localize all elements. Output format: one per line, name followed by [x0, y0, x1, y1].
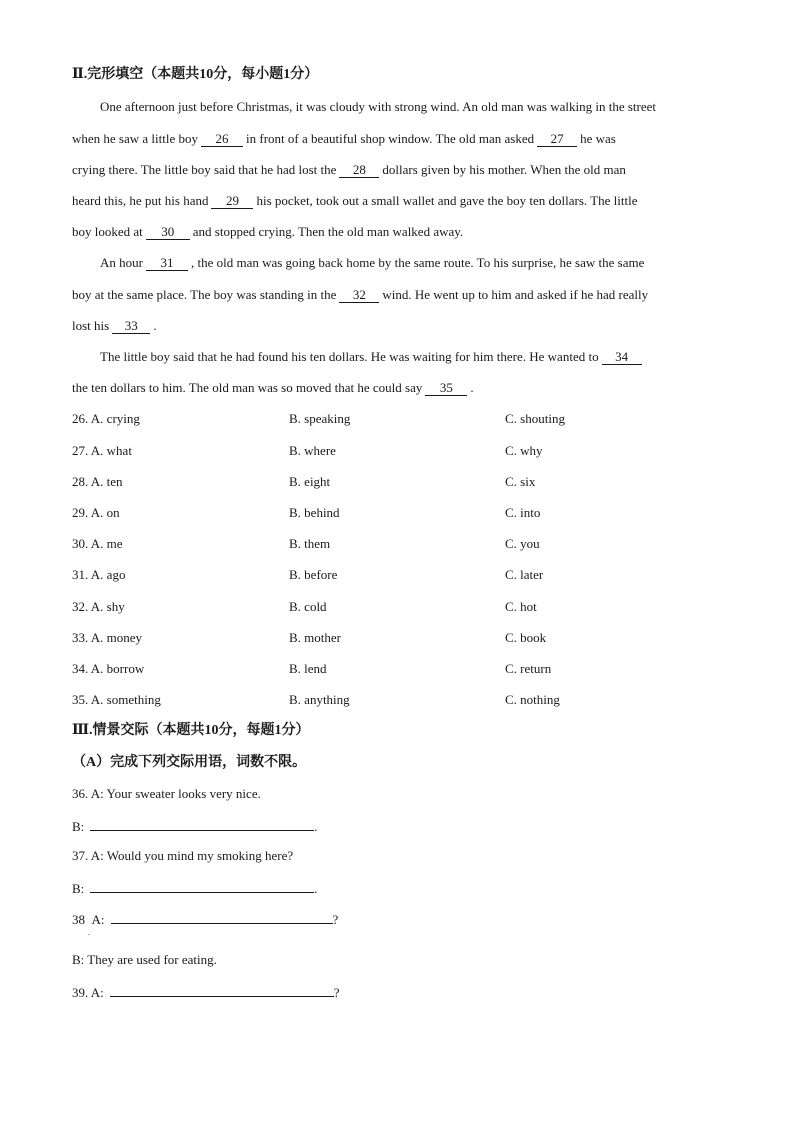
option-a[interactable]: 33. A. money: [72, 630, 143, 645]
question-38-field[interactable]: [111, 909, 333, 924]
option-a[interactable]: 26. A. crying: [72, 411, 140, 426]
option-a[interactable]: 34. A. borrow: [72, 661, 145, 676]
option-b[interactable]: B. lend: [289, 661, 327, 676]
option-b[interactable]: B. behind: [289, 505, 340, 520]
blank-30[interactable]: 30: [146, 225, 190, 240]
question-36: 36. A: Your sweater looks very nice.: [72, 786, 261, 801]
passage-line: lost his 33 .: [72, 318, 157, 333]
option-c[interactable]: C. later: [505, 567, 544, 582]
blank-34[interactable]: 34: [602, 350, 642, 365]
option-a[interactable]: 30. A. me: [72, 536, 123, 551]
option-b[interactable]: B. mother: [289, 630, 341, 645]
question-38-row: 38 A: ?: [72, 909, 338, 929]
blank-29[interactable]: 29: [211, 194, 253, 209]
stray-dot: .: [88, 928, 90, 937]
option-b[interactable]: B. them: [289, 536, 331, 551]
answer-36-field[interactable]: [90, 816, 314, 831]
passage-line: boy at the same place. The boy was standing in the 32 wind. He went up to him and asked if he had really: [72, 287, 649, 302]
answer-38: B: They are used for eating.: [72, 952, 217, 967]
passage-line: the ten dollars to him. The old man was so moved that he could say 35 .: [72, 380, 474, 395]
option-a[interactable]: 32. A. shy: [72, 599, 125, 614]
passage-line: An hour 31 , the old man was going back home by the same route. To his surprise, he saw the same: [100, 255, 645, 270]
option-b[interactable]: B. eight: [289, 474, 331, 489]
option-b[interactable]: B. anything: [289, 692, 350, 707]
option-c[interactable]: C. why: [505, 443, 543, 458]
option-c[interactable]: C. return: [505, 661, 552, 676]
passage-line: crying there. The little boy said that he had lost the 28 dollars given by his mother. When the old man: [72, 162, 626, 177]
blank-26[interactable]: 26: [201, 132, 243, 147]
question-39-row: 39. A: ?: [72, 982, 340, 1002]
option-c[interactable]: C. nothing: [505, 692, 560, 707]
option-a[interactable]: 29. A. on: [72, 505, 120, 520]
section2-heading: Ⅱ.完形填空（本题共10分，每小题1分）: [72, 67, 319, 82]
option-c[interactable]: C. hot: [505, 599, 537, 614]
option-c[interactable]: C. shouting: [505, 411, 565, 426]
option-b[interactable]: B. cold: [289, 599, 327, 614]
passage-line: The little boy said that he had found his ten dollars. He was waiting for him there. He wanted to 34: [100, 348, 645, 366]
answer-36-row: B: .: [72, 816, 318, 836]
option-b[interactable]: B. speaking: [289, 411, 351, 426]
option-c[interactable]: C. into: [505, 505, 541, 520]
section3-heading: Ⅲ.情景交际（本题共10分，每题1分）: [72, 723, 310, 738]
blank-32[interactable]: 32: [339, 288, 379, 303]
answer-37-row: B: .: [72, 878, 318, 898]
option-c[interactable]: C. you: [505, 536, 540, 551]
option-c[interactable]: C. book: [505, 630, 547, 645]
option-a[interactable]: 27. A. what: [72, 443, 132, 458]
blank-33[interactable]: 33: [112, 319, 150, 334]
passage-line: boy looked at 30 and stopped crying. Then the old man walked away.: [72, 224, 464, 239]
passage-line: heard this, he put his hand 29 his pocket, took out a small wallet and gave the boy ten dollars. The little: [72, 193, 638, 208]
blank-28[interactable]: 28: [339, 163, 379, 178]
answer-37-field[interactable]: [90, 878, 314, 893]
option-a[interactable]: 35. A. something: [72, 692, 161, 707]
question-37: 37. A: Would you mind my smoking here?: [72, 848, 294, 863]
section3-subheading: （A）完成下列交际用语，词数不限。: [72, 755, 307, 770]
option-a[interactable]: 31. A. ago: [72, 567, 126, 582]
option-a[interactable]: 28. A. ten: [72, 474, 123, 489]
passage-line: One afternoon just before Christmas, it was cloudy with strong wind. An old man was walking in the street: [100, 99, 657, 114]
blank-31[interactable]: 31: [146, 256, 188, 271]
passage-line: when he saw a little boy 26 in front of a beautiful shop window. The old man asked 27 he was: [72, 131, 616, 146]
option-c[interactable]: C. six: [505, 474, 536, 489]
blank-27[interactable]: 27: [537, 132, 577, 147]
question-39-field[interactable]: [110, 982, 334, 997]
option-b[interactable]: B. where: [289, 443, 336, 458]
option-b[interactable]: B. before: [289, 567, 338, 582]
blank-35[interactable]: 35: [425, 381, 467, 396]
